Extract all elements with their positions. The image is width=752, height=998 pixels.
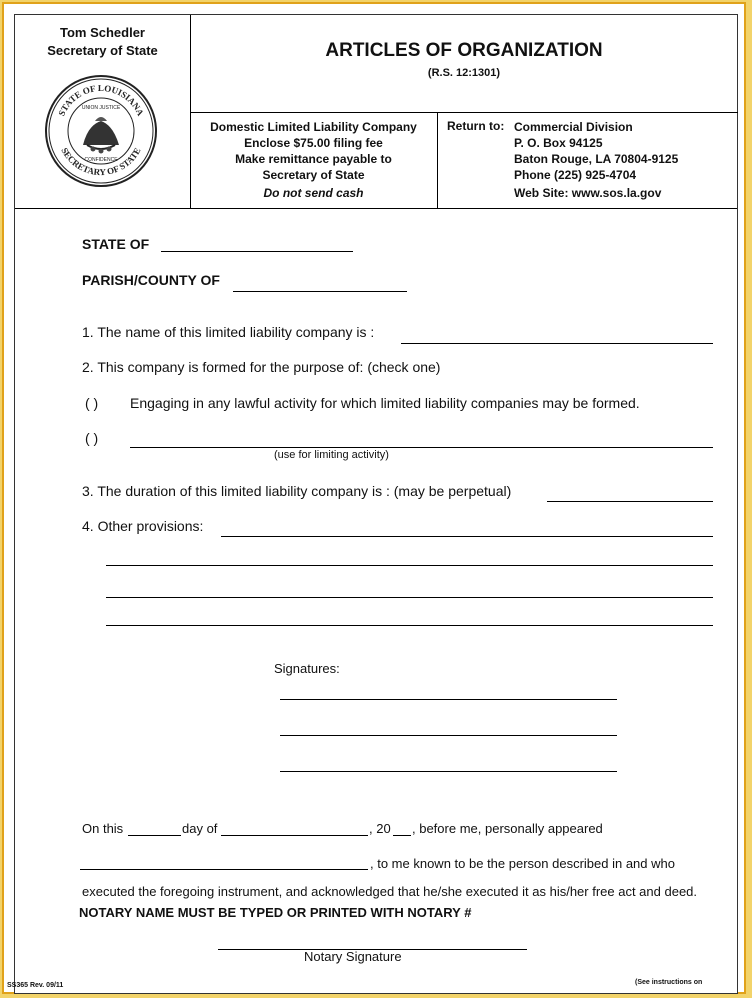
duration-field[interactable] xyxy=(547,501,713,502)
fee-line-2: Enclose $75.00 filing fee xyxy=(244,136,383,150)
provisions-field-4[interactable] xyxy=(106,625,713,626)
return-line-2: P. O. Box 94125 xyxy=(514,136,603,150)
svg-text:CONFIDENCE: CONFIDENCE xyxy=(84,157,118,163)
state-field[interactable] xyxy=(161,251,353,252)
header-divider-right xyxy=(437,112,438,208)
notary-on-this: On this xyxy=(82,821,124,836)
signatures-label: Signatures: xyxy=(274,661,340,676)
fee-line-1: Domestic Limited Liability Company xyxy=(210,120,417,134)
return-line-1: Commercial Division xyxy=(514,120,633,134)
notary-person-field[interactable] xyxy=(80,869,368,870)
notary-appeared-text: , before me, personally appeared xyxy=(412,821,603,836)
notary-required-text: NOTARY NAME MUST BE TYPED OR PRINTED WITH NOTARY # xyxy=(79,905,472,920)
return-line-4: Phone (225) 925-4704 xyxy=(514,168,637,182)
state-seal-icon xyxy=(43,73,159,189)
return-address xyxy=(514,119,678,201)
signature-line-3[interactable] xyxy=(280,771,617,772)
instructions-note: (See instructions on xyxy=(635,979,703,986)
svg-text:STATE OF LOUISIANA: STATE OF LOUISIANA xyxy=(56,82,146,118)
header-divider-mid xyxy=(190,112,738,113)
fee-note: Do not send cash xyxy=(263,186,364,200)
svg-text:SECRETARY OF STATE: SECRETARY OF STATE xyxy=(59,145,143,178)
purpose-checkbox-general[interactable]: ( ) xyxy=(85,395,99,411)
header-divider-bottom xyxy=(15,208,737,209)
notary-signature-label: Notary Signature xyxy=(304,949,402,964)
signature-line-2[interactable] xyxy=(280,735,617,736)
document-page xyxy=(7,14,738,994)
notary-day-field[interactable] xyxy=(128,835,181,836)
purpose-option-general: Engaging in any lawful activity for which limited liability companies may be formed. xyxy=(130,395,640,411)
parish-label: PARISH/COUNTY OF xyxy=(82,272,220,288)
fee-line-4: Secretary of State xyxy=(262,168,365,182)
provisions-field-1[interactable] xyxy=(221,536,713,537)
signature-line-1[interactable] xyxy=(280,699,617,700)
notary-day-of: day of xyxy=(182,821,218,836)
notary-year-field[interactable] xyxy=(393,835,411,836)
notary-executed-text: executed the foregoing instrument, and acknowledged that he/she executed it as his/her free act and deed. xyxy=(82,884,698,899)
official-name: Tom Schedler xyxy=(59,25,145,40)
item-2-label: 2. This company is formed for the purpose of: (check one) xyxy=(82,359,441,375)
provisions-field-3[interactable] xyxy=(106,597,713,598)
limited-activity-hint: (use for limiting activity) xyxy=(274,449,389,461)
notary-known-text: , to me known to be the person described in and who xyxy=(370,856,675,871)
provisions-field-2[interactable] xyxy=(106,565,713,566)
item-4-label: 4. Other provisions: xyxy=(82,518,204,534)
state-label: STATE OF xyxy=(82,236,150,252)
parish-field[interactable] xyxy=(233,291,407,292)
fee-block xyxy=(190,119,437,201)
item-1-label: 1. The name of this limited liability company is : xyxy=(82,324,375,340)
form-title: ARTICLES OF ORGANIZATION xyxy=(325,40,603,61)
form-id: SS365 Rev. 09/11 xyxy=(7,982,64,989)
item-3-label: 3. The duration of this limited liability company is : (may be perpetual) xyxy=(82,483,512,499)
official-title: Secretary of State xyxy=(47,43,158,58)
notary-month-field[interactable] xyxy=(221,835,368,836)
return-line-5: Web Site: www.sos.la.gov xyxy=(514,186,662,200)
fee-line-3: Make remittance payable to xyxy=(235,152,392,166)
notary-year-prefix: , 20 xyxy=(369,821,391,836)
svg-text:UNION JUSTICE: UNION JUSTICE xyxy=(81,105,121,111)
return-label: Return to: xyxy=(447,119,505,133)
return-line-3: Baton Rouge, LA 70804-9125 xyxy=(514,152,679,166)
limited-activity-field[interactable] xyxy=(130,447,713,448)
purpose-checkbox-limited[interactable]: ( ) xyxy=(85,430,99,446)
company-name-field[interactable] xyxy=(401,343,713,344)
statute-ref: (R.S. 12:1301) xyxy=(427,67,501,79)
